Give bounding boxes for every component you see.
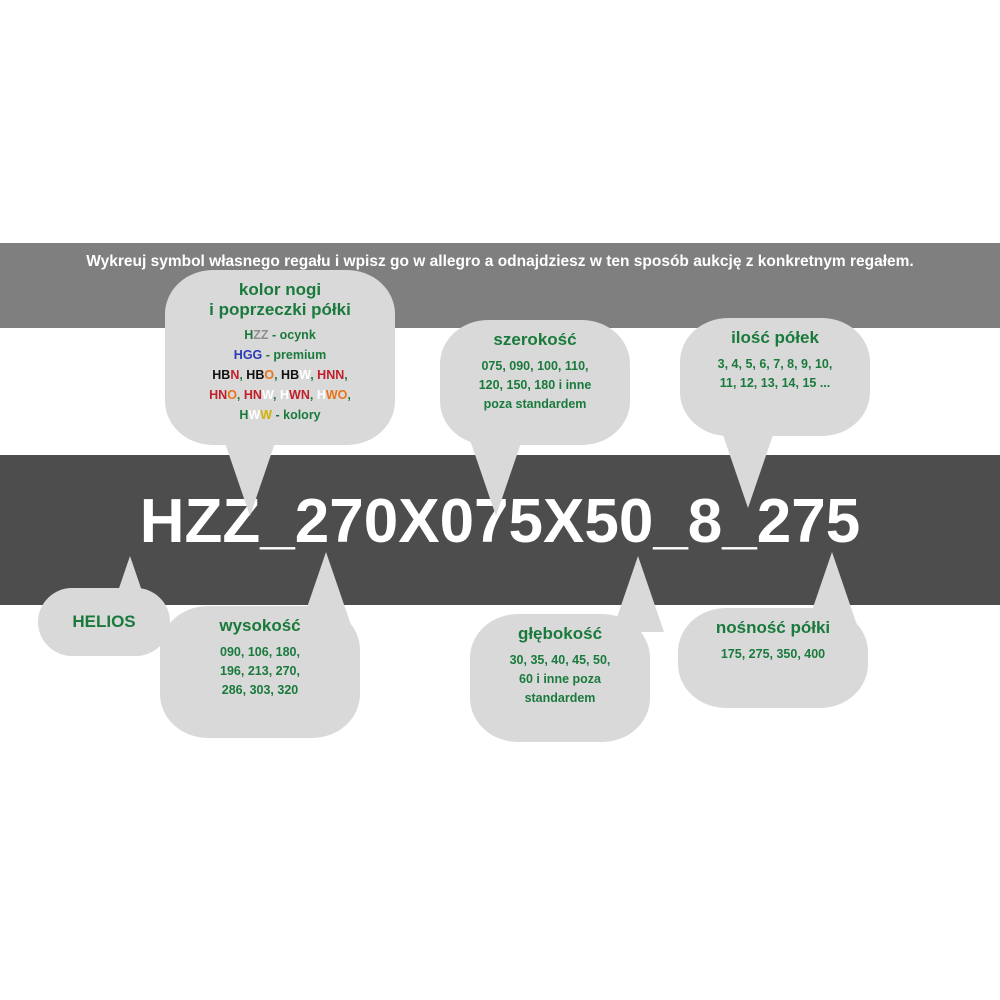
callout-ilosc-title: ilość półek	[731, 328, 819, 347]
kolor-line-5: HWW - kolory	[239, 408, 321, 423]
glebokosc-line-2: 60 i inne poza	[519, 671, 601, 686]
ilosc-line-2: 11, 12, 13, 14, 15 ...	[719, 375, 831, 390]
kolor-line-3: HBN, HBO, HBW, HNN,	[212, 368, 348, 383]
callout-szerokosc-title: szerokość	[493, 330, 577, 349]
instruction-text: Wykreuj symbol własnego regału i wpisz go w allegro a odnajdziesz w ten sposób aukcję z konkretnym regałem.	[86, 253, 914, 270]
kolor-line-2: HGG - premium	[233, 348, 327, 363]
callout-kolor-nogi	[165, 270, 395, 445]
callout-nosnosc-title: nośność półki	[715, 618, 831, 637]
callout-szerokosc-body	[452, 357, 618, 415]
callout-kolor-title-line1: kolor nogi	[238, 280, 322, 299]
kolor-line-1: HZZ - ocynk	[244, 328, 316, 343]
callout-ilosc-polek	[680, 318, 870, 436]
wysokosc-line-2: 196, 213, 270,	[220, 663, 300, 678]
callout-tail-ilosc	[722, 432, 774, 508]
glebokosc-line-1: 30, 35, 40, 45, 50,	[509, 652, 611, 667]
ilosc-line-1: 3, 4, 5, 6, 7, 8, 9, 10,	[717, 356, 833, 371]
callout-wysokosc-body	[172, 643, 348, 701]
callout-nosnosc-body	[690, 645, 856, 664]
callout-glebokosc	[470, 614, 650, 742]
glebokosc-line-3: standardem	[524, 691, 596, 706]
callout-tail-kolor	[224, 440, 276, 516]
kolor-line-4: HNO, HNW, HWN, HWO,	[209, 388, 351, 403]
wysokosc-line-3: 286, 303, 320	[221, 683, 299, 698]
szerokosc-line-2: 120, 150, 180 i inne	[478, 377, 592, 392]
szerokosc-line-1: 075, 090, 100, 110,	[481, 358, 589, 373]
callout-tail-szerokosc	[470, 440, 522, 516]
callout-helios	[38, 588, 170, 656]
callout-glebokosc-title: głębokość	[517, 624, 603, 643]
callout-nosnosc-polki	[678, 608, 868, 708]
callout-kolor-title-line2: i poprzeczki półki	[209, 299, 351, 319]
callout-wysokosc-title: wysokość	[219, 616, 301, 635]
callout-wysokosc	[160, 606, 360, 738]
callout-glebokosc-body	[482, 651, 638, 709]
wysokosc-line-1: 090, 106, 180,	[220, 644, 300, 659]
nosnosc-line-1: 175, 275, 350, 400	[720, 646, 826, 661]
callout-szerokosc	[440, 320, 630, 445]
callout-ilosc-body	[692, 355, 858, 394]
callout-kolor-lines	[177, 325, 383, 425]
szerokosc-line-3: poza standardem	[483, 397, 587, 412]
product-code: HZZ_270X075X50_8_275	[139, 487, 861, 556]
brand-label: HELIOS	[72, 612, 136, 631]
